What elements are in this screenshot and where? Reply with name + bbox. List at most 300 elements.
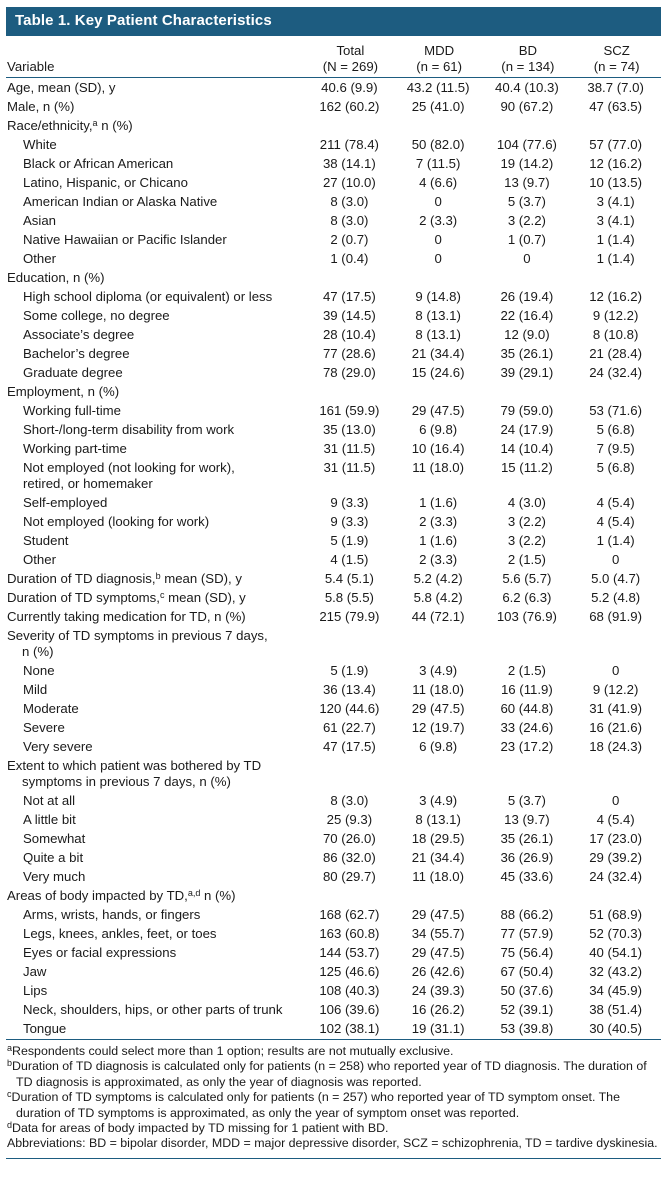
row-value: 57 (77.0): [589, 136, 643, 152]
row-value: 43.2 (11.5): [406, 79, 470, 95]
row-value: 163 (60.8): [319, 925, 380, 941]
row-value: 21 (28.4): [589, 345, 643, 361]
table-header: [6, 36, 661, 78]
row-value: 12 (9.0): [504, 326, 550, 342]
row-value: 6.2 (6.3): [502, 589, 552, 605]
row-label: Jaw: [23, 963, 47, 979]
table-row: [6, 943, 661, 962]
column-name: BD: [518, 43, 538, 58]
row-value: 70 (26.0): [322, 830, 376, 846]
table-row: [6, 512, 661, 531]
row-label: Other: [23, 551, 56, 567]
row-value: 12 (19.7): [411, 719, 465, 735]
row-value: 215 (79.9): [319, 608, 380, 624]
row-label: Graduate degree: [23, 364, 123, 380]
footnote: $^a$Respondents could select more than 1 option; results are not mutually exclusive.: [7, 1043, 454, 1058]
row-label: Bachelor’s degree: [23, 345, 130, 361]
row-value: 39 (14.5): [322, 307, 376, 323]
column-header-mdd: [395, 36, 484, 78]
row-label: Tongue: [23, 1020, 67, 1036]
row-label: Quite a bit: [23, 849, 84, 865]
row-label: Very severe: [23, 738, 93, 754]
row-label: Not employed (not looking for work), retired, or homemaker: [23, 459, 235, 491]
table-row: [6, 154, 661, 173]
row-value: 77 (28.6): [322, 345, 376, 361]
footnote-marker: d: [7, 1120, 13, 1131]
table-row: [6, 135, 661, 154]
row-label: None: [23, 662, 55, 678]
row-label: Asian: [23, 212, 56, 228]
row-value: 5 (3.7): [507, 792, 546, 808]
row-value: 31 (11.5): [323, 459, 376, 475]
row-value: 8 (13.1): [415, 326, 461, 342]
row-value: 3 (4.1): [596, 193, 635, 209]
row-label: Working part-time: [23, 440, 127, 456]
footnote-marker: b: [155, 570, 161, 581]
row-value: [572, 116, 661, 135]
row-label: Lips: [23, 982, 48, 998]
row-label: American Indian or Alaska Native: [23, 193, 218, 209]
table-row: [6, 192, 661, 211]
row-value: 5.0 (4.7): [591, 570, 641, 586]
row-value: 52 (70.3): [589, 925, 643, 941]
row-value: 3 (4.1): [596, 212, 635, 228]
row-value: 125 (46.6): [319, 963, 380, 979]
row-value: 0: [611, 662, 620, 678]
row-value: 211 (78.4): [319, 136, 379, 152]
row-value: 35 (13.0): [322, 421, 376, 437]
row-value: 8 (13.1): [415, 307, 461, 323]
row-value: 29 (39.2): [589, 849, 643, 865]
row-value: [306, 382, 395, 401]
row-label: Native Hawaiian or Pacific Islander: [23, 231, 227, 247]
row-label: Employment, n (%): [7, 383, 120, 399]
row-value: 36 (13.4): [322, 681, 376, 697]
row-value: 40.4 (10.3): [494, 79, 559, 95]
row-value: 2 (3.3): [419, 212, 458, 228]
table-row: [6, 661, 661, 680]
table-row: [6, 680, 661, 699]
footnote-marker: c: [7, 1089, 12, 1100]
row-value: 32 (43.2): [589, 963, 643, 979]
row-value: 120 (44.6): [319, 700, 380, 716]
footnote: $^d$Data for areas of body impacted by TD missing for 1 patient with BD.: [7, 1120, 389, 1136]
table-row: [6, 1019, 661, 1038]
row-value: 3 (2.2): [507, 212, 546, 228]
row-value: 1 (0.4): [330, 250, 369, 266]
table-row: [6, 848, 661, 867]
row-label: Currently taking medication for TD, n (%): [7, 608, 246, 624]
row-value: 9 (14.8): [415, 288, 461, 304]
row-value: 68 (91.9): [589, 608, 643, 624]
row-value: 2 (3.3): [419, 513, 458, 529]
section-header-row: [6, 756, 661, 791]
row-label: Areas of body impacted by TD,$^{a,d}$ n (%): [7, 887, 236, 903]
row-label: Extent to which patient was bothered by TD symptoms in previous 7 days, n (%): [7, 757, 262, 789]
row-label: Male, n (%): [7, 98, 75, 114]
row-value: 162 (60.2): [319, 98, 380, 114]
row-value: 15 (24.6): [411, 364, 465, 380]
row-label: Race/ethnicity,$^a$ n (%): [7, 117, 133, 133]
row-value: 27 (10.0): [322, 174, 376, 190]
row-value: [572, 382, 661, 401]
row-value: 2 (1.5): [507, 551, 546, 567]
row-value: [306, 626, 395, 661]
row-value: 47 (63.5): [589, 98, 643, 114]
patient-characteristics-table: [6, 36, 661, 1038]
row-label: Neck, shoulders, hips, or other parts of trunk: [23, 1001, 283, 1017]
row-value: 3 (2.2): [507, 513, 546, 529]
column-name: Total: [336, 43, 365, 58]
table-row: [6, 78, 661, 98]
row-label: Mild: [23, 681, 48, 697]
row-label: Moderate: [23, 700, 79, 716]
table-row: [6, 97, 661, 116]
row-value: 108 (40.3): [319, 982, 380, 998]
row-value: 29 (47.5): [411, 944, 465, 960]
row-value: 53 (39.8): [500, 1020, 554, 1036]
row-label: Duration of TD symptoms,$^c$ mean (SD), y: [7, 589, 246, 605]
row-value: 4 (5.4): [596, 811, 635, 827]
row-label: Other: [23, 250, 56, 266]
row-label: High school diploma (or equivalent) or less: [23, 288, 273, 304]
row-value: 38 (14.1): [322, 155, 376, 171]
row-value: 2 (1.5): [507, 662, 546, 678]
column-header-total: [306, 36, 395, 78]
table-row: [6, 363, 661, 382]
row-value: 1 (0.7): [507, 231, 546, 247]
row-value: [395, 756, 484, 791]
table-row: [6, 1000, 661, 1019]
row-value: 23 (17.2): [500, 738, 554, 754]
row-value: 3 (4.9): [419, 662, 458, 678]
row-value: 30 (40.5): [589, 1020, 643, 1036]
row-value: 31 (41.9): [589, 700, 643, 716]
column-header-variable: Variable: [6, 36, 306, 78]
table-row: [6, 531, 661, 550]
row-value: 16 (11.9): [500, 681, 553, 697]
row-value: [306, 268, 395, 287]
row-value: 50 (82.0): [411, 136, 465, 152]
row-value: 13 (9.7): [504, 811, 550, 827]
row-value: 10 (13.5): [589, 174, 643, 190]
row-value: 8 (3.0): [330, 212, 369, 228]
row-value: 6 (9.8): [419, 421, 458, 437]
header-row: [6, 36, 661, 78]
row-value: 22 (16.4): [500, 307, 554, 323]
table-row: [6, 306, 661, 325]
row-value: 6 (9.8): [419, 738, 458, 754]
row-value: 9 (3.3): [330, 494, 369, 510]
row-value: 78 (29.0): [322, 364, 376, 380]
row-value: 8 (13.1): [415, 811, 461, 827]
row-value: [484, 116, 573, 135]
row-value: 34 (55.7): [411, 925, 465, 941]
row-value: 103 (76.9): [496, 608, 557, 624]
table-row: [6, 344, 661, 363]
section-header-row: [6, 382, 661, 401]
column-name: MDD: [424, 43, 455, 58]
row-value: [572, 626, 661, 661]
column-n: (n = 61): [416, 58, 463, 74]
row-value: 5.8 (5.5): [324, 589, 374, 605]
table-row: [6, 924, 661, 943]
row-value: 4 (3.0): [507, 494, 546, 510]
row-value: 0: [523, 250, 531, 266]
row-value: [395, 626, 484, 661]
row-value: 1 (1.4): [596, 231, 635, 247]
table-row: [6, 737, 661, 756]
table-row: [6, 791, 661, 810]
row-value: [484, 886, 573, 905]
row-value: [484, 626, 573, 661]
column-n: (n = 74): [593, 58, 640, 74]
row-label: Some college, no degree: [23, 307, 170, 323]
table-row: [6, 905, 661, 924]
row-value: 28 (10.4): [322, 326, 376, 342]
column-name: SCZ: [603, 43, 630, 58]
row-value: 26 (42.6): [411, 963, 465, 979]
table-row: [6, 867, 661, 886]
row-value: 18 (29.5): [411, 830, 465, 846]
row-label: Duration of TD diagnosis,$^b$ mean (SD), y: [7, 570, 242, 586]
row-value: 10 (16.4): [411, 440, 465, 456]
row-value: 80 (29.7): [322, 868, 376, 884]
footnotes: [6, 1039, 661, 1159]
footnote-marker: a,d: [187, 887, 201, 898]
row-value: 34 (45.9): [589, 982, 643, 998]
column-n: (n = 134): [501, 58, 555, 74]
row-value: 104 (77.6): [496, 136, 557, 152]
row-value: 5.6 (5.7): [502, 570, 552, 586]
row-value: 90 (67.2): [500, 98, 554, 114]
row-value: 168 (62.7): [319, 906, 380, 922]
row-value: 5 (6.8): [596, 421, 635, 437]
row-value: 5.8 (4.2): [413, 589, 463, 605]
row-label: Eyes or facial expressions: [23, 944, 177, 960]
row-value: 25 (9.3): [326, 811, 373, 827]
row-value: 47 (17.5): [322, 738, 376, 754]
row-label: Severity of TD symptoms in previous 7 days, n (%): [7, 627, 268, 659]
row-value: 4 (5.4): [596, 513, 635, 529]
row-value: [572, 756, 661, 791]
row-value: 5 (1.9): [330, 662, 369, 678]
row-value: 8 (10.8): [592, 326, 639, 342]
row-label: A little bit: [23, 811, 76, 827]
row-value: [306, 886, 395, 905]
row-value: [306, 116, 395, 135]
row-value: 60 (44.8): [500, 700, 554, 716]
row-value: 47 (17.5): [322, 288, 376, 304]
row-value: 5 (6.8): [596, 459, 635, 475]
table-row: [6, 981, 661, 1000]
row-value: 102 (38.1): [319, 1020, 380, 1036]
row-value: 50 (37.6): [500, 982, 554, 998]
table-row: [6, 569, 661, 588]
table-row: [6, 493, 661, 512]
row-value: [395, 116, 484, 135]
row-value: 8 (3.0): [330, 792, 369, 808]
row-value: 21 (34.4): [411, 849, 465, 865]
row-value: [572, 268, 661, 287]
row-value: 26 (19.4): [500, 288, 554, 304]
row-value: 5 (3.7): [507, 193, 546, 209]
row-value: [484, 382, 573, 401]
row-value: 3 (4.9): [419, 792, 458, 808]
row-value: 7 (9.5): [596, 440, 635, 456]
row-value: 5.4 (5.1): [324, 570, 374, 586]
footnote-marker: b: [7, 1058, 13, 1069]
row-label: Legs, knees, ankles, feet, or toes: [23, 925, 217, 941]
row-label: Associate’s degree: [23, 326, 135, 342]
footnote: $^b$Duration of TD diagnosis is calculated only for patients (n = 258) who reported year of TD diagnosis. The duration of TD diagnosis is approximated, as only the year of diagnosis was reported.: [7, 1058, 647, 1089]
row-label: Latino, Hispanic, or Chicano: [23, 174, 188, 190]
table-row: [6, 718, 661, 737]
row-value: 77 (57.9): [500, 925, 554, 941]
row-value: 9 (12.2): [592, 307, 639, 323]
row-value: [395, 268, 484, 287]
table-row: [6, 249, 661, 268]
row-value: 9 (12.2): [592, 681, 639, 697]
row-label: Student: [23, 532, 69, 548]
row-value: [572, 886, 661, 905]
row-label: Education, n (%): [7, 269, 105, 285]
row-value: 2 (3.3): [419, 551, 458, 567]
row-value: [395, 382, 484, 401]
row-value: 5 (1.9): [330, 532, 369, 548]
footnote-marker: c: [159, 589, 165, 600]
row-value: 0: [434, 250, 442, 266]
row-value: 11 (18.0): [412, 868, 465, 884]
table-row: [6, 607, 661, 626]
table-row: [6, 439, 661, 458]
row-value: 11 (18.0): [412, 459, 465, 475]
row-value: 25 (41.0): [411, 98, 465, 114]
row-value: 29 (47.5): [411, 700, 465, 716]
row-value: 33 (24.6): [500, 719, 554, 735]
table-row: [6, 401, 661, 420]
row-value: 29 (47.5): [411, 402, 465, 418]
row-value: 75 (56.4): [500, 944, 554, 960]
column-n: (N = 269): [322, 58, 379, 74]
row-value: 1 (1.4): [596, 532, 635, 548]
table-row: [6, 810, 661, 829]
row-value: 0: [611, 551, 620, 567]
row-value: 35 (26.1): [500, 345, 554, 361]
row-value: 67 (50.4): [500, 963, 554, 979]
row-value: 61 (22.7): [322, 719, 376, 735]
row-value: 38.7 (7.0): [587, 79, 644, 95]
column-header-scz: [572, 36, 661, 78]
row-value: [484, 268, 573, 287]
row-label: Severe: [23, 719, 65, 735]
table-row: [6, 962, 661, 981]
section-header-row: [6, 626, 661, 661]
row-label: Very much: [23, 868, 86, 884]
row-value: [484, 756, 573, 791]
row-value: 1 (1.6): [419, 494, 458, 510]
row-value: 38 (51.4): [589, 1001, 643, 1017]
table-row: [6, 588, 661, 607]
row-value: 24 (17.9): [500, 421, 554, 437]
row-label: White: [23, 136, 57, 152]
row-label: Black or African American: [23, 155, 174, 171]
row-label: Short-/long-term disability from work: [23, 421, 235, 437]
row-label: Age, mean (SD), y: [7, 79, 116, 95]
row-value: 19 (31.1): [411, 1020, 465, 1036]
row-value: 4 (5.4): [596, 494, 635, 510]
section-header-row: [6, 886, 661, 905]
row-value: 1 (1.4): [596, 250, 635, 266]
row-value: 29 (47.5): [411, 906, 465, 922]
row-value: 51 (68.9): [589, 906, 643, 922]
footnote-marker: a: [7, 1043, 13, 1053]
row-value: 88 (66.2): [500, 906, 554, 922]
row-value: 19 (14.2): [500, 155, 554, 171]
table-row: [6, 287, 661, 306]
row-value: 12 (16.2): [589, 288, 643, 304]
row-value: 11 (18.0): [412, 681, 465, 697]
row-value: [395, 886, 484, 905]
section-header-row: [6, 268, 661, 287]
row-value: 17 (23.0): [589, 830, 643, 846]
row-value: [306, 756, 395, 791]
row-value: 52 (39.1): [500, 1001, 554, 1017]
row-value: 0: [434, 231, 442, 247]
row-label: Not at all: [23, 792, 76, 808]
row-value: 5.2 (4.2): [413, 570, 463, 586]
row-value: 86 (32.0): [322, 849, 376, 865]
row-value: 15 (11.2): [500, 459, 553, 475]
row-value: 53 (71.6): [589, 402, 643, 418]
row-value: 36 (26.9): [500, 849, 554, 865]
column-header-bd: [484, 36, 573, 78]
footnote: Abbreviations: BD = bipolar disorder, MDD = major depressive disorder, SCZ = schizophrenia, TD = tardive dyskinesia.: [7, 1136, 658, 1151]
row-value: 16 (26.2): [411, 1001, 465, 1017]
row-value: 35 (26.1): [500, 830, 554, 846]
row-value: 16 (21.6): [589, 719, 643, 735]
row-value: 40.6 (9.9): [321, 79, 378, 95]
row-value: 31 (11.5): [323, 440, 376, 456]
row-value: 0: [434, 193, 442, 209]
row-value: 21 (34.4): [411, 345, 465, 361]
table-row: [6, 829, 661, 848]
table-row: [6, 230, 661, 249]
row-value: 8 (3.0): [330, 193, 369, 209]
table-row: [6, 550, 661, 569]
table-row: [6, 211, 661, 230]
row-value: 106 (39.6): [319, 1001, 380, 1017]
row-value: 24 (32.4): [589, 868, 643, 884]
row-value: 13 (9.7): [504, 174, 550, 190]
table-row: [6, 458, 661, 493]
row-label: Somewhat: [23, 830, 86, 846]
row-value: 14 (10.4): [500, 440, 554, 456]
row-value: 1 (1.6): [419, 532, 458, 548]
row-value: 45 (33.6): [500, 868, 554, 884]
table-row: [6, 699, 661, 718]
row-value: 3 (2.2): [507, 532, 546, 548]
row-value: 5.2 (4.8): [591, 589, 641, 605]
row-value: 24 (39.3): [411, 982, 465, 998]
table-row: [6, 325, 661, 344]
footnote: $^c$Duration of TD symptoms is calculated only for patients (n = 257) who reported year of TD symptom onset. The duration of TD symptoms is approximated, as only the year of symptom onset was reported.: [7, 1089, 620, 1120]
row-value: 7 (11.5): [415, 155, 461, 171]
row-value: 24 (32.4): [589, 364, 643, 380]
section-header-row: [6, 116, 661, 135]
row-value: 2 (0.7): [330, 231, 369, 247]
row-value: 12 (16.2): [589, 155, 643, 171]
